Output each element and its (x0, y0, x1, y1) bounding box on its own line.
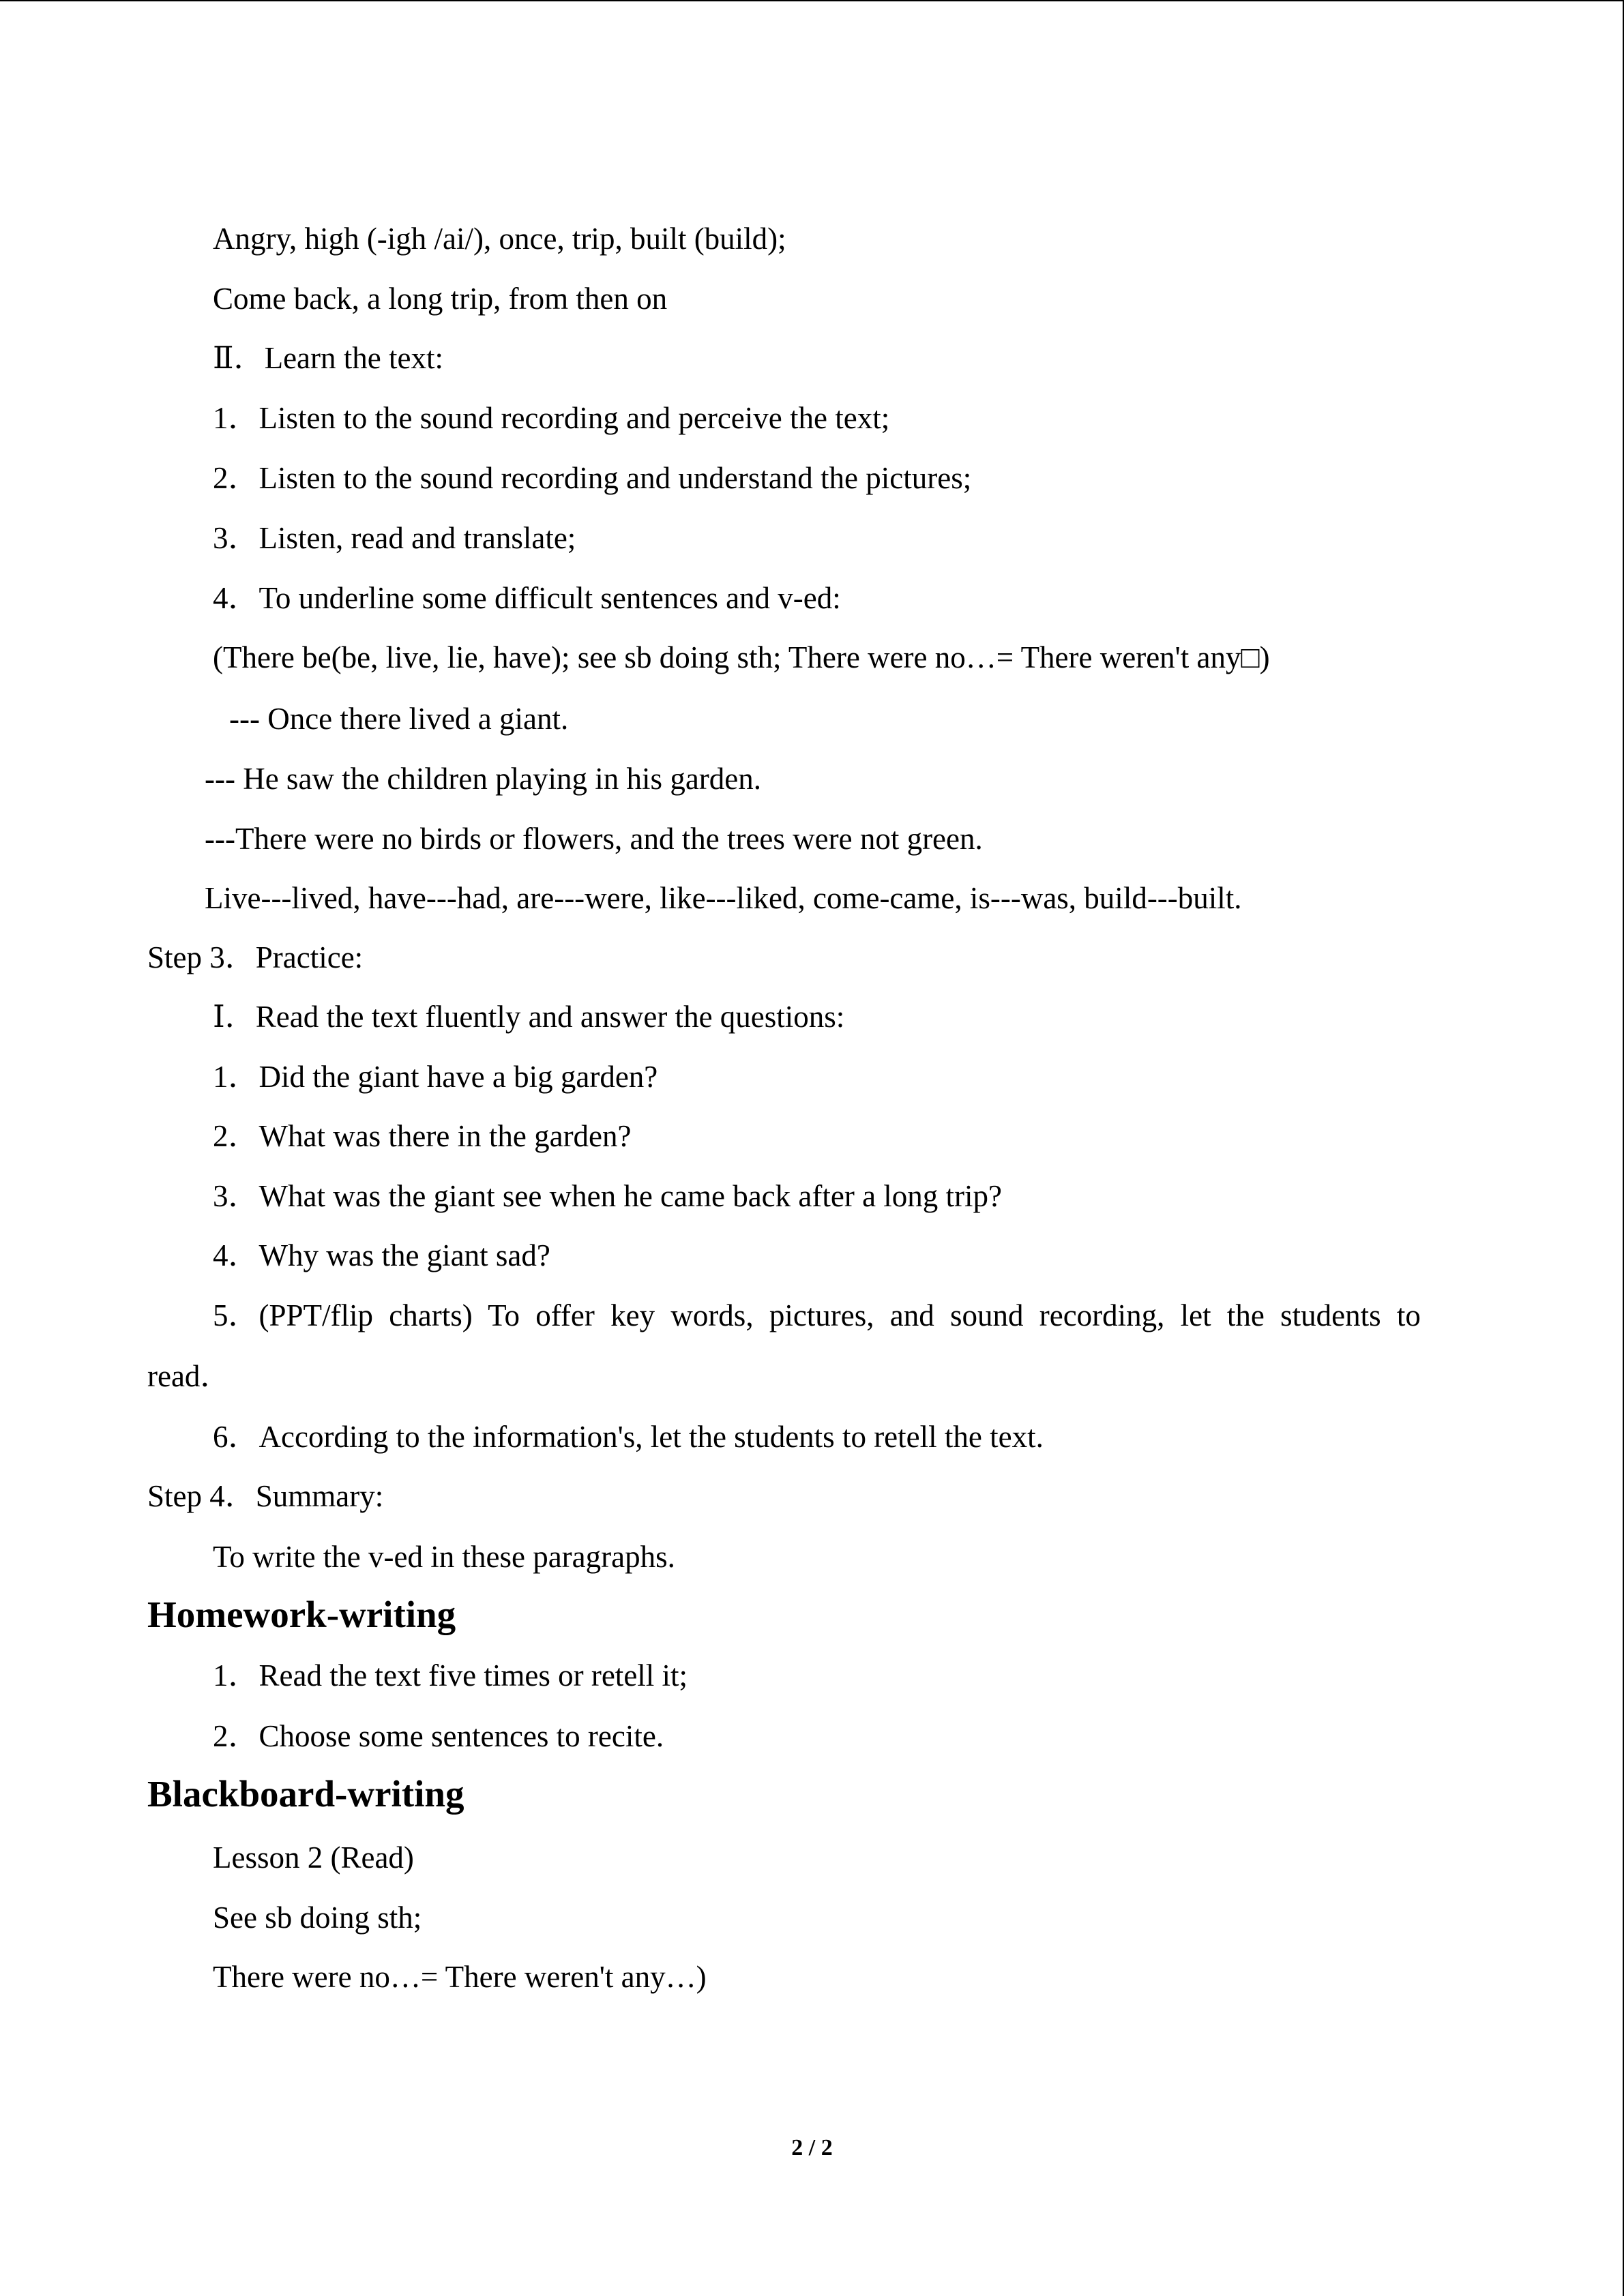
vocabulary-phrases-line: Come back, a long trip, from then on (213, 282, 668, 316)
step-3-heading: Step 3．Practice: (147, 940, 364, 974)
practice-item-5: 5．(PPT/flip charts) To offer key words, pictures, and sound recording, let the students to (213, 1298, 1421, 1332)
practice-item-6: 6．According to the information's, let the students to retell the text. (213, 1420, 1044, 1454)
blackboard-lesson-title: Lesson 2 (Read) (213, 1840, 414, 1875)
section-read-and-answer: Ⅰ．Read the text fluently and answer the questions: (213, 1000, 845, 1034)
question-4: 4．Why was the giant sad? (213, 1238, 550, 1272)
blackboard-writing-heading: Blackboard-writing (147, 1773, 464, 1815)
grammar-note-line: (There be(be, live, lie, have); see sb doing sth; There were no…= There weren't any□) (213, 640, 1270, 674)
example-sentence-3: ---There were no birds or flowers, and the trees were not green. (205, 822, 983, 856)
vocabulary-words-line: Angry, high (-igh /ai/), once, trip, built (build); (213, 222, 786, 256)
learn-item-2: 2．Listen to the sound recording and understand the pictures; (213, 461, 972, 495)
example-sentence-1: --- Once there lived a giant. (229, 702, 569, 736)
section-learn-the-text: Ⅱ．Learn the text: (213, 341, 443, 375)
question-2: 2．What was there in the garden? (213, 1119, 632, 1153)
summary-text: To write the v-ed in these paragraphs. (213, 1540, 675, 1574)
question-1: 1．Did the giant have a big garden? (213, 1060, 658, 1094)
homework-item-1: 1．Read the text five times or retell it; (213, 1658, 688, 1693)
question-3: 3．What was the giant see when he came back after a long trip? (213, 1179, 1003, 1213)
example-sentence-2: --- He saw the children playing in his garden. (205, 762, 761, 796)
learn-item-4: 4．To underline some difficult sentences and v-ed: (213, 581, 841, 615)
learn-item-1: 1．Listen to the sound recording and perceive the text; (213, 401, 890, 435)
page-number: 2 / 2 (791, 2135, 833, 2160)
practice-item-5-continuation: read． (147, 1359, 231, 1393)
homework-item-2: 2．Choose some sentences to recite. (213, 1719, 664, 1753)
step-4-heading: Step 4．Summary: (147, 1479, 384, 1513)
blackboard-line-2: There were no…= There weren't any…) (213, 1960, 707, 1994)
homework-writing-heading: Homework-writing (147, 1594, 456, 1635)
blackboard-line-1: See sb doing sth; (213, 1900, 422, 1935)
learn-item-3: 3．Listen, read and translate; (213, 521, 576, 555)
verb-forms-line: Live---lived, have---had, are---were, like---liked, come-came, is---was, build---built. (205, 881, 1242, 915)
